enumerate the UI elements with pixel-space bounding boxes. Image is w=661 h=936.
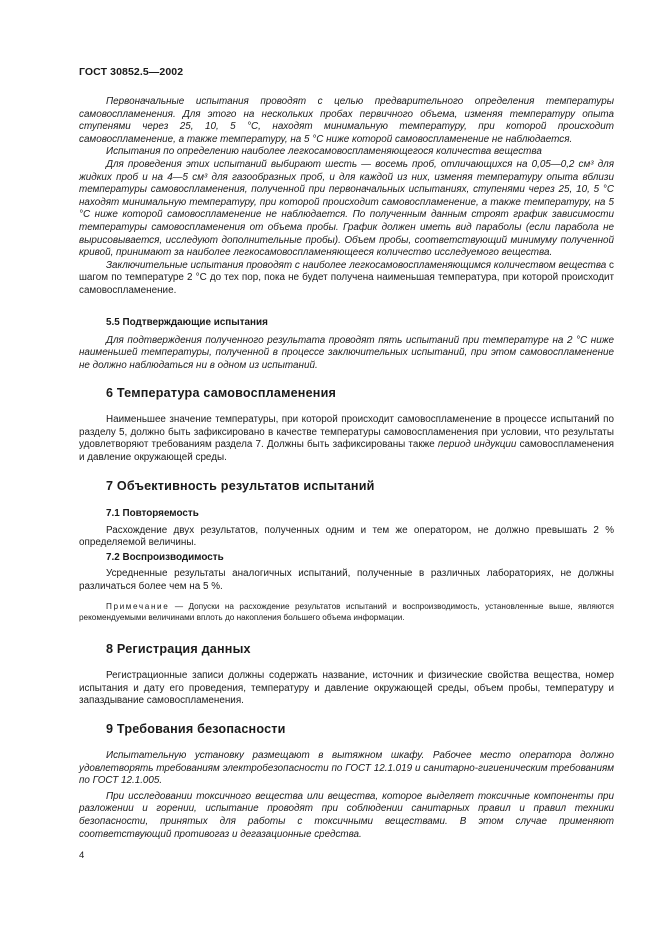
section-5-5-heading: 5.5 Подтверждающие испытания — [106, 317, 268, 328]
final-tests-italic: Заключительные испытания проводят с наиболее легкосамовоспламеняющимся количеством вещества — [106, 259, 607, 271]
section-9 — [79, 722, 614, 841]
paragraph-initial-tests: Первоначальные испытания проводят с целью предварительного определения температуры самовоспламенения. Для этого на нескольких пробах первичного объема, изменяя температуру опыта ступенями через 25, 10, 5 °С, находят минимальную температуру, при которой происходит самовоспламенение, а также температуру, на 5 °С ниже которой самовоспламенение не наблюдается. — [79, 96, 614, 145]
final-tests-rest: с шагом по температуре 2 °С до тех пор, пока не будет получена наименьшая температура, при которой происходит самовоспламенение. — [79, 259, 614, 296]
section-7-2-text: Усредненные результаты аналогичных испытаний, полученные в различных лабораториях, не должны различаться более чем на 5 %. — [79, 568, 614, 592]
paragraph-final-tests — [79, 260, 614, 298]
page-number: 4 — [79, 850, 85, 861]
section-9-text-2: При исследовании токсичного вещества или вещества, которое выделяет токсичные компоненты при разложении и горении, испытание проводят при соблюдении санитарных правил и правил техники безопасности, принятых для работы с токсичными веществами. В этом случае применяют соответствующий противогаз и дегазационные средства. — [79, 790, 614, 840]
induction-period: период индукции — [437, 439, 517, 451]
section-6-heading: 6 Температура самовоспламенения — [106, 386, 337, 400]
section-7 — [79, 479, 614, 624]
section-7-note — [79, 601, 614, 624]
note-text: — Допуски на расхождение результатов испытаний и воспроизводимость, установленные выше, являются рекомендуемыми величинами вплоть до накопления большего объема информации. — [79, 601, 614, 623]
section-8-text: Регистрационные записи должны содержать название, источник и физические свойства вещества, номер испытания и дату его проведения, температуру и давление окружающей среды, объем пробы, температуру и запаздывание самовоспламенения. — [79, 670, 614, 707]
section-9-text-1: Испытательную установку размещают в вытяжном шкафу. Рабочее место оператора должно удовлетворять требованиям электробезопасности по ГОСТ 12.1.019 и санитарно-гигиеническим требованиям по ГОСТ 12.1.005. — [79, 750, 614, 787]
section-7-heading: 7 Объективность результатов испытаний — [106, 479, 375, 493]
section-8 — [79, 642, 614, 708]
section-6 — [79, 386, 614, 464]
document-header: ГОСТ 30852.5—2002 — [79, 66, 184, 78]
intro-block — [79, 96, 614, 298]
section-7-2-heading: 7.2 Воспроизводимость — [106, 551, 224, 563]
note-label: Примечание — [106, 601, 170, 611]
paragraph-procedure: Для проведения этих испытаний выбирают шесть — восемь проб, отличающихся на 0,05—0,2 см³ для жидких проб и на 4—5 см³ для газообразных проб, и для каждой из них, изменяя температуру опыта вблизи температуры самовоспламенения, полученной при первоначальных испытаниях, ступенями через 25, 10, 5 °С находят минимальную температуру, при которой происходит самовоспламенение, а также температуру, на 5 °С ниже которой самовоспламенение не наблюдается. По полученным данным строят график зависимости температуры самовоспламенения от объема пробы. График должен иметь вид параболы (если парабола не вырисовывается, исследуют дополнительные пробы). Объем пробы, соответствующий минимуму полученной кривой, принимают за наиболее легкосамовоспламеняющееся количество исследуемого вещества. — [79, 158, 614, 259]
section-6-text: Наименьшее значение температуры, при которой происходит самовоспламенение в процессе испытаний по разделу 5, должно быть зафиксировано в качестве температуры самовоспламенения при условии, что результаты удовлетворяют требованиям раздела 7. Должны быть зафиксированы также период индукции самовоспламенения и давление окружающей среды. — [79, 414, 614, 463]
section-8-heading: 8 Регистрация данных — [106, 642, 251, 656]
section-9-heading: 9 Требования безопасности — [106, 722, 286, 736]
section-7-1-heading: 7.1 Повторяемость — [106, 508, 199, 519]
section-5-5 — [79, 317, 614, 372]
section-5-5-text: Для подтверждения полученного результата проводят пять испытаний при температуре на 2 °С ниже наименьшей температуры, полученной в процессе заключительных испытаний, при этом самовоспламенение не должно наблюдаться ни в одном из испытаний. — [79, 334, 614, 371]
section-7-1-text: Расхождение двух результатов, полученных одним и тем же оператором, не должно превышать 2 % определяемой величины. — [79, 524, 614, 549]
paragraph-most-ignitable-title: Испытания по определению наиболее легкосамовоспламеняющегося количества вещества — [106, 146, 542, 158]
